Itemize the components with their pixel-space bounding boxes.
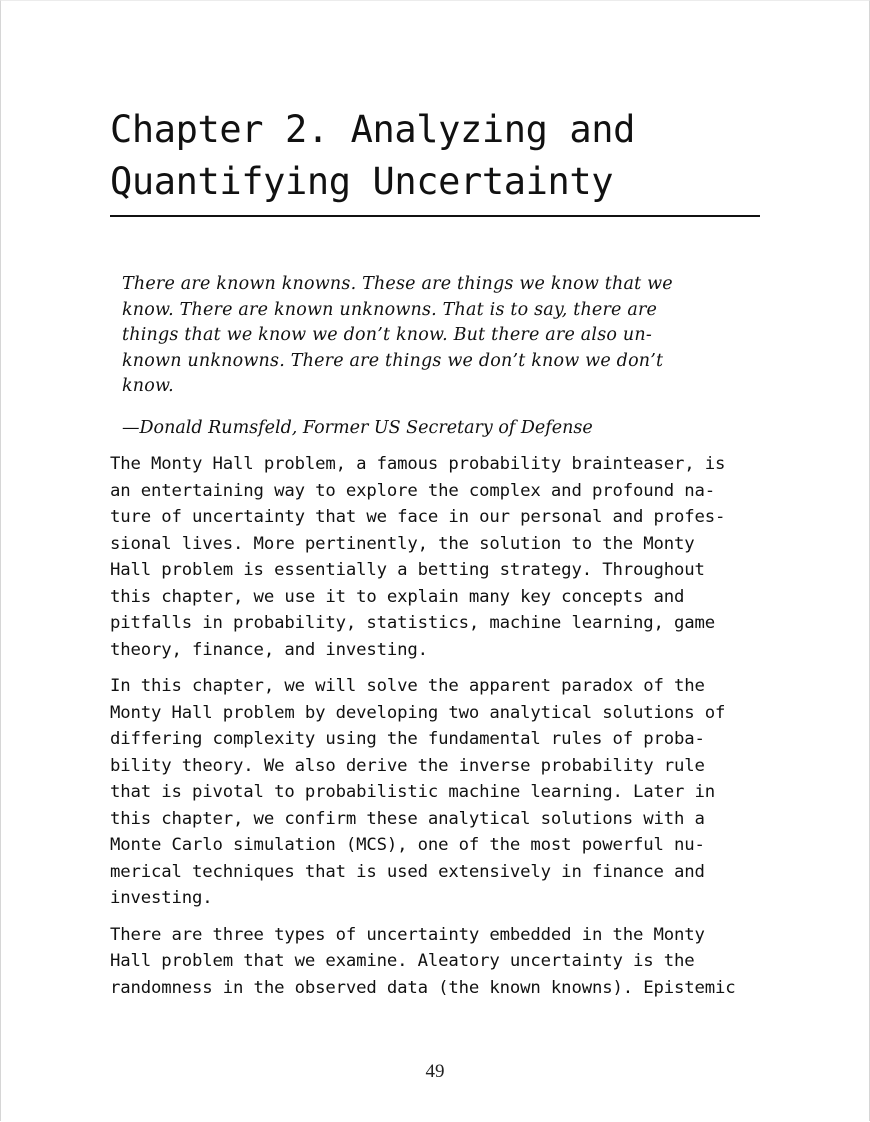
chapter-title-line: Quantifying Uncertainty	[110, 160, 614, 203]
text-line: theory, finance, and investing.	[110, 639, 428, 660]
epigraph-line: know.	[122, 376, 174, 396]
body-paragraph-3	[110, 922, 760, 1002]
text-line: randomness in the observed data (the known knowns). Epistemic	[110, 977, 736, 998]
text-line: There are three types of uncertainty embedded in the Monty	[110, 924, 705, 945]
text-line: Monte Carlo simulation (MCS), one of the most powerful nu-	[110, 835, 705, 855]
page-number: 49	[425, 1061, 445, 1082]
text-line: The Monty Hall problem, a famous probability brainteaser, is	[110, 454, 726, 474]
epigraph-quote	[122, 272, 742, 400]
epigraph	[110, 272, 742, 441]
text-line: pitfalls in probability, statistics, machine learning, game	[110, 613, 715, 633]
text-line: In this chapter, we will solve the apparent paradox of the	[110, 676, 705, 696]
epigraph-line: things that we know we don’t know. But there are also un-	[122, 325, 652, 345]
text-line: an entertaining way to explore the complex and profound na-	[110, 480, 715, 501]
page-content	[110, 104, 760, 1001]
text-line: ture of uncertainty that we face in our personal and profes-	[110, 507, 726, 527]
chapter-title	[110, 104, 760, 208]
text-line: Hall problem is essentially a betting strategy. Throughout	[110, 560, 705, 580]
epigraph-line: known unknowns. There are things we don’t know we don’t	[122, 350, 664, 371]
body-paragraph-2	[110, 673, 760, 912]
chapter-title-line: Chapter 2. Analyzing and	[110, 108, 636, 151]
text-line: merical techniques that is used extensively in finance and	[110, 861, 705, 882]
epigraph-line: know. There are known unknowns. That is to say, there are	[122, 299, 658, 320]
text-line: investing.	[110, 888, 213, 908]
title-divider	[110, 215, 760, 217]
body-paragraph-1	[110, 451, 760, 663]
epigraph-attribution: —Donald Rumsfeld, Former US Secretary of Defense	[122, 417, 593, 438]
text-line: this chapter, we confirm these analytical solutions with a	[110, 808, 705, 829]
text-line: Hall problem that we examine. Aleatory uncertainty is the	[110, 951, 695, 971]
text-line: that is pivotal to probabilistic machine learning. Later in	[110, 782, 715, 802]
text-line: differing complexity using the fundamental rules of proba-	[110, 729, 705, 749]
text-line: Monty Hall problem by developing two analytical solutions of	[110, 702, 726, 723]
text-line: this chapter, we use it to explain many key concepts and	[110, 586, 685, 607]
text-line: bility theory. We also derive the inverse probability rule	[110, 755, 705, 776]
epigraph-line: There are known knowns. These are things we know that we	[122, 274, 673, 294]
text-line: sional lives. More pertinently, the solution to the Monty	[110, 533, 695, 554]
